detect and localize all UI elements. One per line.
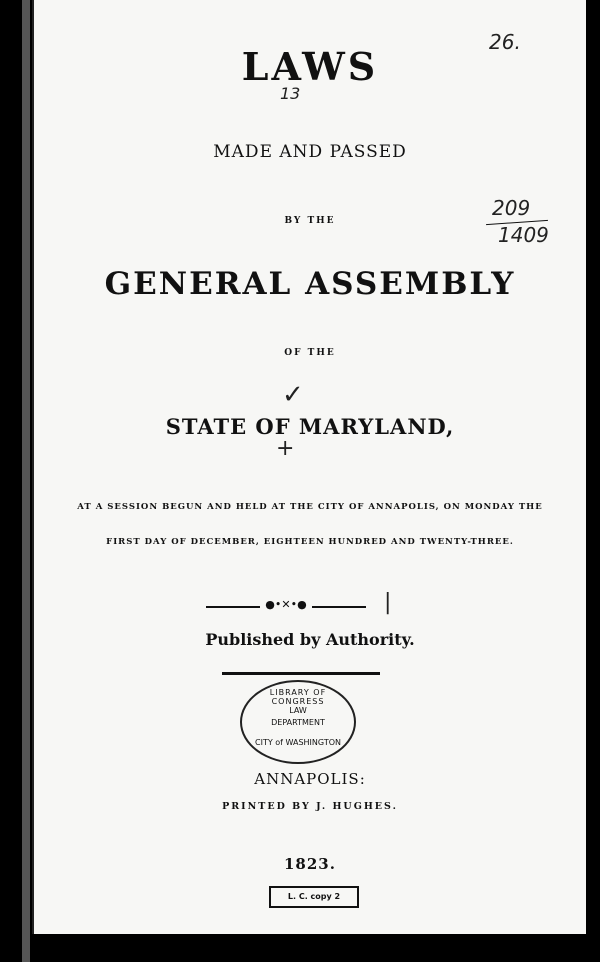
handwritten-call-number-top: 209 xyxy=(492,196,531,220)
library-of-congress-stamp xyxy=(240,680,356,764)
checkmark-icon: ✓ xyxy=(282,380,304,410)
publication-year: 1823. xyxy=(284,855,336,873)
printer: PRINTED BY J. HUGHES. xyxy=(222,801,398,812)
handwritten-number-under-title: 13 xyxy=(280,84,301,103)
stamp-top-text: LIBRARY OF CONGRESS xyxy=(269,688,327,706)
of-the: OF THE xyxy=(284,348,336,358)
copy-label: L. C. copy 2 xyxy=(269,886,359,908)
title-page xyxy=(32,0,586,934)
state-of-maryland: STATE OF MARYLAND, xyxy=(165,414,455,439)
published-by-authority: Published by Authority. xyxy=(205,630,415,649)
session-line-2: FIRST DAY OF DECEMBER, EIGHTEEN HUNDRED AND TWENTY-THREE. xyxy=(106,537,514,547)
plus-mark-icon: + xyxy=(276,436,295,461)
ornament-icon: ●•✕•● xyxy=(260,598,312,611)
handwritten-call-number-bottom: 1409 xyxy=(498,223,549,247)
handwritten-number-top-right: 26. xyxy=(489,30,521,54)
place-of-publication: ANNAPOLIS: xyxy=(254,770,366,788)
binding-edge xyxy=(22,0,30,962)
session-line-1: AT A SESSION BEGUN AND HELD AT THE CITY OF ANNAPOLIS, ON MONDAY THE xyxy=(77,502,543,512)
divider-rule xyxy=(222,672,380,675)
by-the: BY THE xyxy=(284,216,336,226)
made-and-passed: MADE AND PASSED xyxy=(213,142,407,162)
stamp-bottom-text: CITY of WASHINGTON xyxy=(255,738,341,747)
stamp-law-text: LAW xyxy=(289,706,307,715)
general-assembly: GENERAL ASSEMBLY xyxy=(104,266,516,302)
title-laws: LAWS xyxy=(241,44,379,89)
stamp-department-text: DEPARTMENT xyxy=(271,718,325,727)
handwritten-stroke: | xyxy=(384,590,392,615)
